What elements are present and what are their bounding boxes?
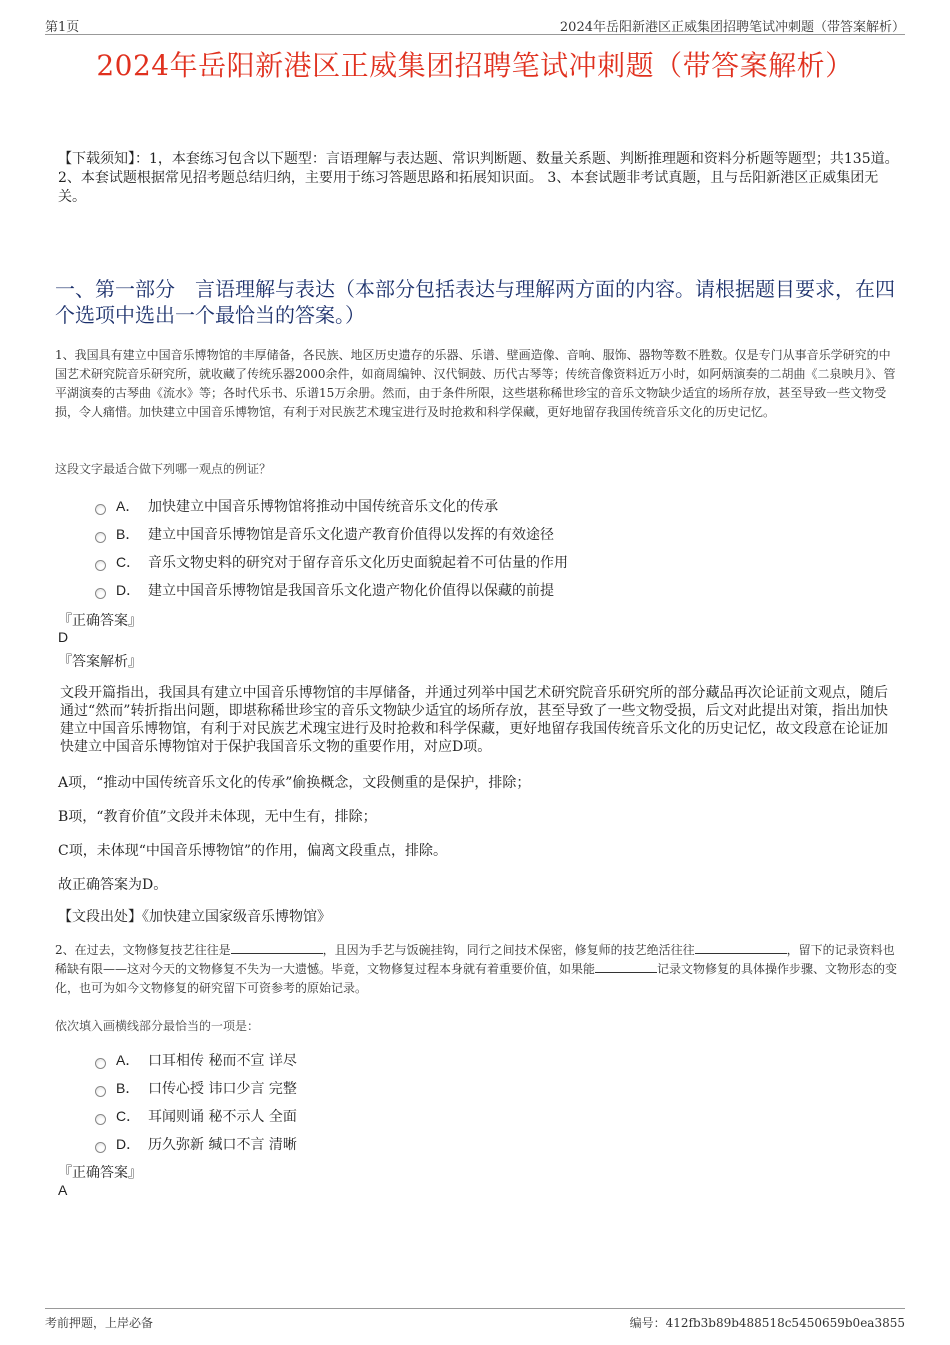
document-title: 2024年岳阳新港区正威集团招聘笔试冲刺题（带答案解析） xyxy=(96,49,854,82)
fill-blank-3[interactable] xyxy=(595,960,657,973)
option-text: 历久弥新 缄口不言 清晰 xyxy=(148,1137,297,1153)
option-text: 建立中国音乐博物馆是音乐文化遗产教育价值得以发挥的有效途径 xyxy=(148,527,554,543)
answer-value: D xyxy=(58,629,69,645)
page-number: 第1页 xyxy=(45,20,80,35)
page-header xyxy=(45,14,905,35)
radio-icon[interactable] xyxy=(95,1142,106,1153)
radio-icon[interactable] xyxy=(95,1086,106,1097)
text-source: 【文段出处】《加快建立国家级音乐博物馆》 xyxy=(58,909,331,925)
analysis-line-a: A项，“推动中国传统音乐文化的传承”偷换概念，文段侧重的是保护，排除； xyxy=(58,775,531,791)
radio-icon[interactable] xyxy=(95,1114,106,1125)
header-doc-title: 2024年岳阳新港区正威集团招聘笔试冲刺题（带答案解析） xyxy=(559,20,905,35)
option-b[interactable]: B． 口传心授 讳口少言 完整 xyxy=(95,1074,875,1102)
footer-serial: 编号：412fb3b89b488518c5450659b0ea3855 xyxy=(629,1316,905,1330)
analysis-line-c: C项，未体现“中国音乐博物馆”的作用，偏离文段重点，排除。 xyxy=(58,843,448,859)
option-text: 口耳相传 秘而不宣 详尽 xyxy=(148,1053,297,1069)
question-1-prompt: 这段文字最适合做下列哪一观点的例证？ xyxy=(55,462,272,476)
option-d[interactable]: D． 历久弥新 缄口不言 清晰 xyxy=(95,1130,875,1158)
answer-label: 『正确答案』 xyxy=(58,613,142,629)
fill-blank-2[interactable] xyxy=(695,941,787,954)
question-2-prompt: 依次填入画横线部分最恰当的一项是： xyxy=(55,1019,260,1033)
option-text: 口传心授 讳口少言 完整 xyxy=(148,1081,297,1097)
footer-slogan: 考前押题，上岸必备 xyxy=(45,1316,154,1330)
question-1-options xyxy=(95,492,875,604)
question-1-text: 1、我国具有建立中国音乐博物馆的丰厚储备，各民族、地区历史遗存的乐器、乐谱、壁画造像、音响、服饰、器物等数不胜数。仅是专门从事音乐学研究的中国艺术研究院音乐研究所，就收藏了传统乐器2000余件，如商周编钟、汉代铜鼓、历代古琴等；传统音像资料近万小时，如阿炳演奏的二胡曲《二泉映月》、管平湖演奏的古琴曲《流水》等；各时代乐书、乐谱15万余册。然而，由于条件所限，这些堪称稀世珍宝的音乐文物缺少适宜的场所存放，甚至导致一些文物受损，令人痛惜。加快建立中国音乐博物馆，有利于对民族艺术瑰宝进行及时抢救和科学保藏，更好地留存我国传统音乐文化的历史记忆。 xyxy=(55,348,896,419)
question-2-text: 2、在过去，文物修复技艺往往是 ，且因为手艺与饭碗挂钩，同行之间技术保密，修复师的技艺绝活往往 ，留下的记录资料也稀缺有限——这对今天的文物修复不失为一大遗憾。毕竟，文物修复过程本身就有着重要价值，如果能 记录文物修复的具体操作步骤、文物形态的变化，也可为如今文物修复的研究留下可资参考的原始记录。 xyxy=(55,943,898,995)
section-heading: 一、第一部分 言语理解与表达（本部分包括表达与理解两方面的内容。请根据题目要求，在四个选项中选出一个最恰当的答案。） xyxy=(55,277,895,327)
radio-icon[interactable] xyxy=(95,560,106,571)
option-c[interactable]: C． 耳闻则诵 秘不示人 全面 xyxy=(95,1102,875,1130)
fill-blank-1[interactable] xyxy=(231,941,323,954)
option-text: 耳闻则诵 秘不示人 全面 xyxy=(148,1109,297,1125)
option-text: 加快建立中国音乐博物馆将推动中国传统音乐文化的传承 xyxy=(148,499,498,515)
radio-icon[interactable] xyxy=(95,1058,106,1069)
radio-icon[interactable] xyxy=(95,504,106,515)
download-notice: 【下载须知】：1，本套练习包含以下题型：言语理解与表达题、常识判断题、数量关系题、判断推理题和资料分析题等题型；共135道。 2、本套试题根据常见招考题总结归纳，主要用于练习答题思路和拓展知识面。 3、本套试题非考试真题，且与岳阳新港区正威集团无关。 xyxy=(58,151,899,205)
option-b[interactable]: B． 建立中国音乐博物馆是音乐文化遗产教育价值得以发挥的有效途径 xyxy=(95,520,875,548)
analysis-line-b: B项，“教育价值”文段并未体现，无中生有，排除； xyxy=(58,809,377,825)
option-a[interactable]: A． 口耳相传 秘而不宣 详尽 xyxy=(95,1046,875,1074)
analysis-text: 文段开篇指出，我国具有建立中国音乐博物馆的丰厚储备，并通过列举中国艺术研究院音乐研究所的部分藏品再次论证前文观点，随后通过“然而”转折指出问题，即堪称稀世珍宝的音乐文物缺少适宜的场所存放，甚至导致了一些文物受损，后文对此提出对策，指出加快建立中国音乐博物馆，有利于对民族艺术瑰宝进行及时抢救和科学保藏，更好地留存我国传统音乐文化的历史记忆，故文段意在论证加快建立中国音乐博物馆对于保护我国音乐文物的重要作用，对应D项。 xyxy=(60,685,888,755)
analysis-label: 『答案解析』 xyxy=(58,654,142,670)
option-text: 音乐文物史料的研究对于留存音乐文化历史面貌起着不可估量的作用 xyxy=(148,555,568,571)
answer-value: A xyxy=(58,1182,68,1198)
question-2-options xyxy=(95,1046,875,1158)
analysis-conclusion: 故正确答案为D。 xyxy=(58,877,168,893)
footer-divider xyxy=(45,1308,905,1309)
radio-icon[interactable] xyxy=(95,588,106,599)
option-a[interactable]: A． 加快建立中国音乐博物馆将推动中国传统音乐文化的传承 xyxy=(95,492,875,520)
option-text: 建立中国音乐博物馆是我国音乐文化遗产物化价值得以保藏的前提 xyxy=(148,583,554,599)
answer-label: 『正确答案』 xyxy=(58,1165,142,1181)
option-c[interactable]: C． 音乐文物史料的研究对于留存音乐文化历史面貌起着不可估量的作用 xyxy=(95,548,875,576)
option-d[interactable]: D． 建立中国音乐博物馆是我国音乐文化遗产物化价值得以保藏的前提 xyxy=(95,576,875,604)
radio-icon[interactable] xyxy=(95,532,106,543)
